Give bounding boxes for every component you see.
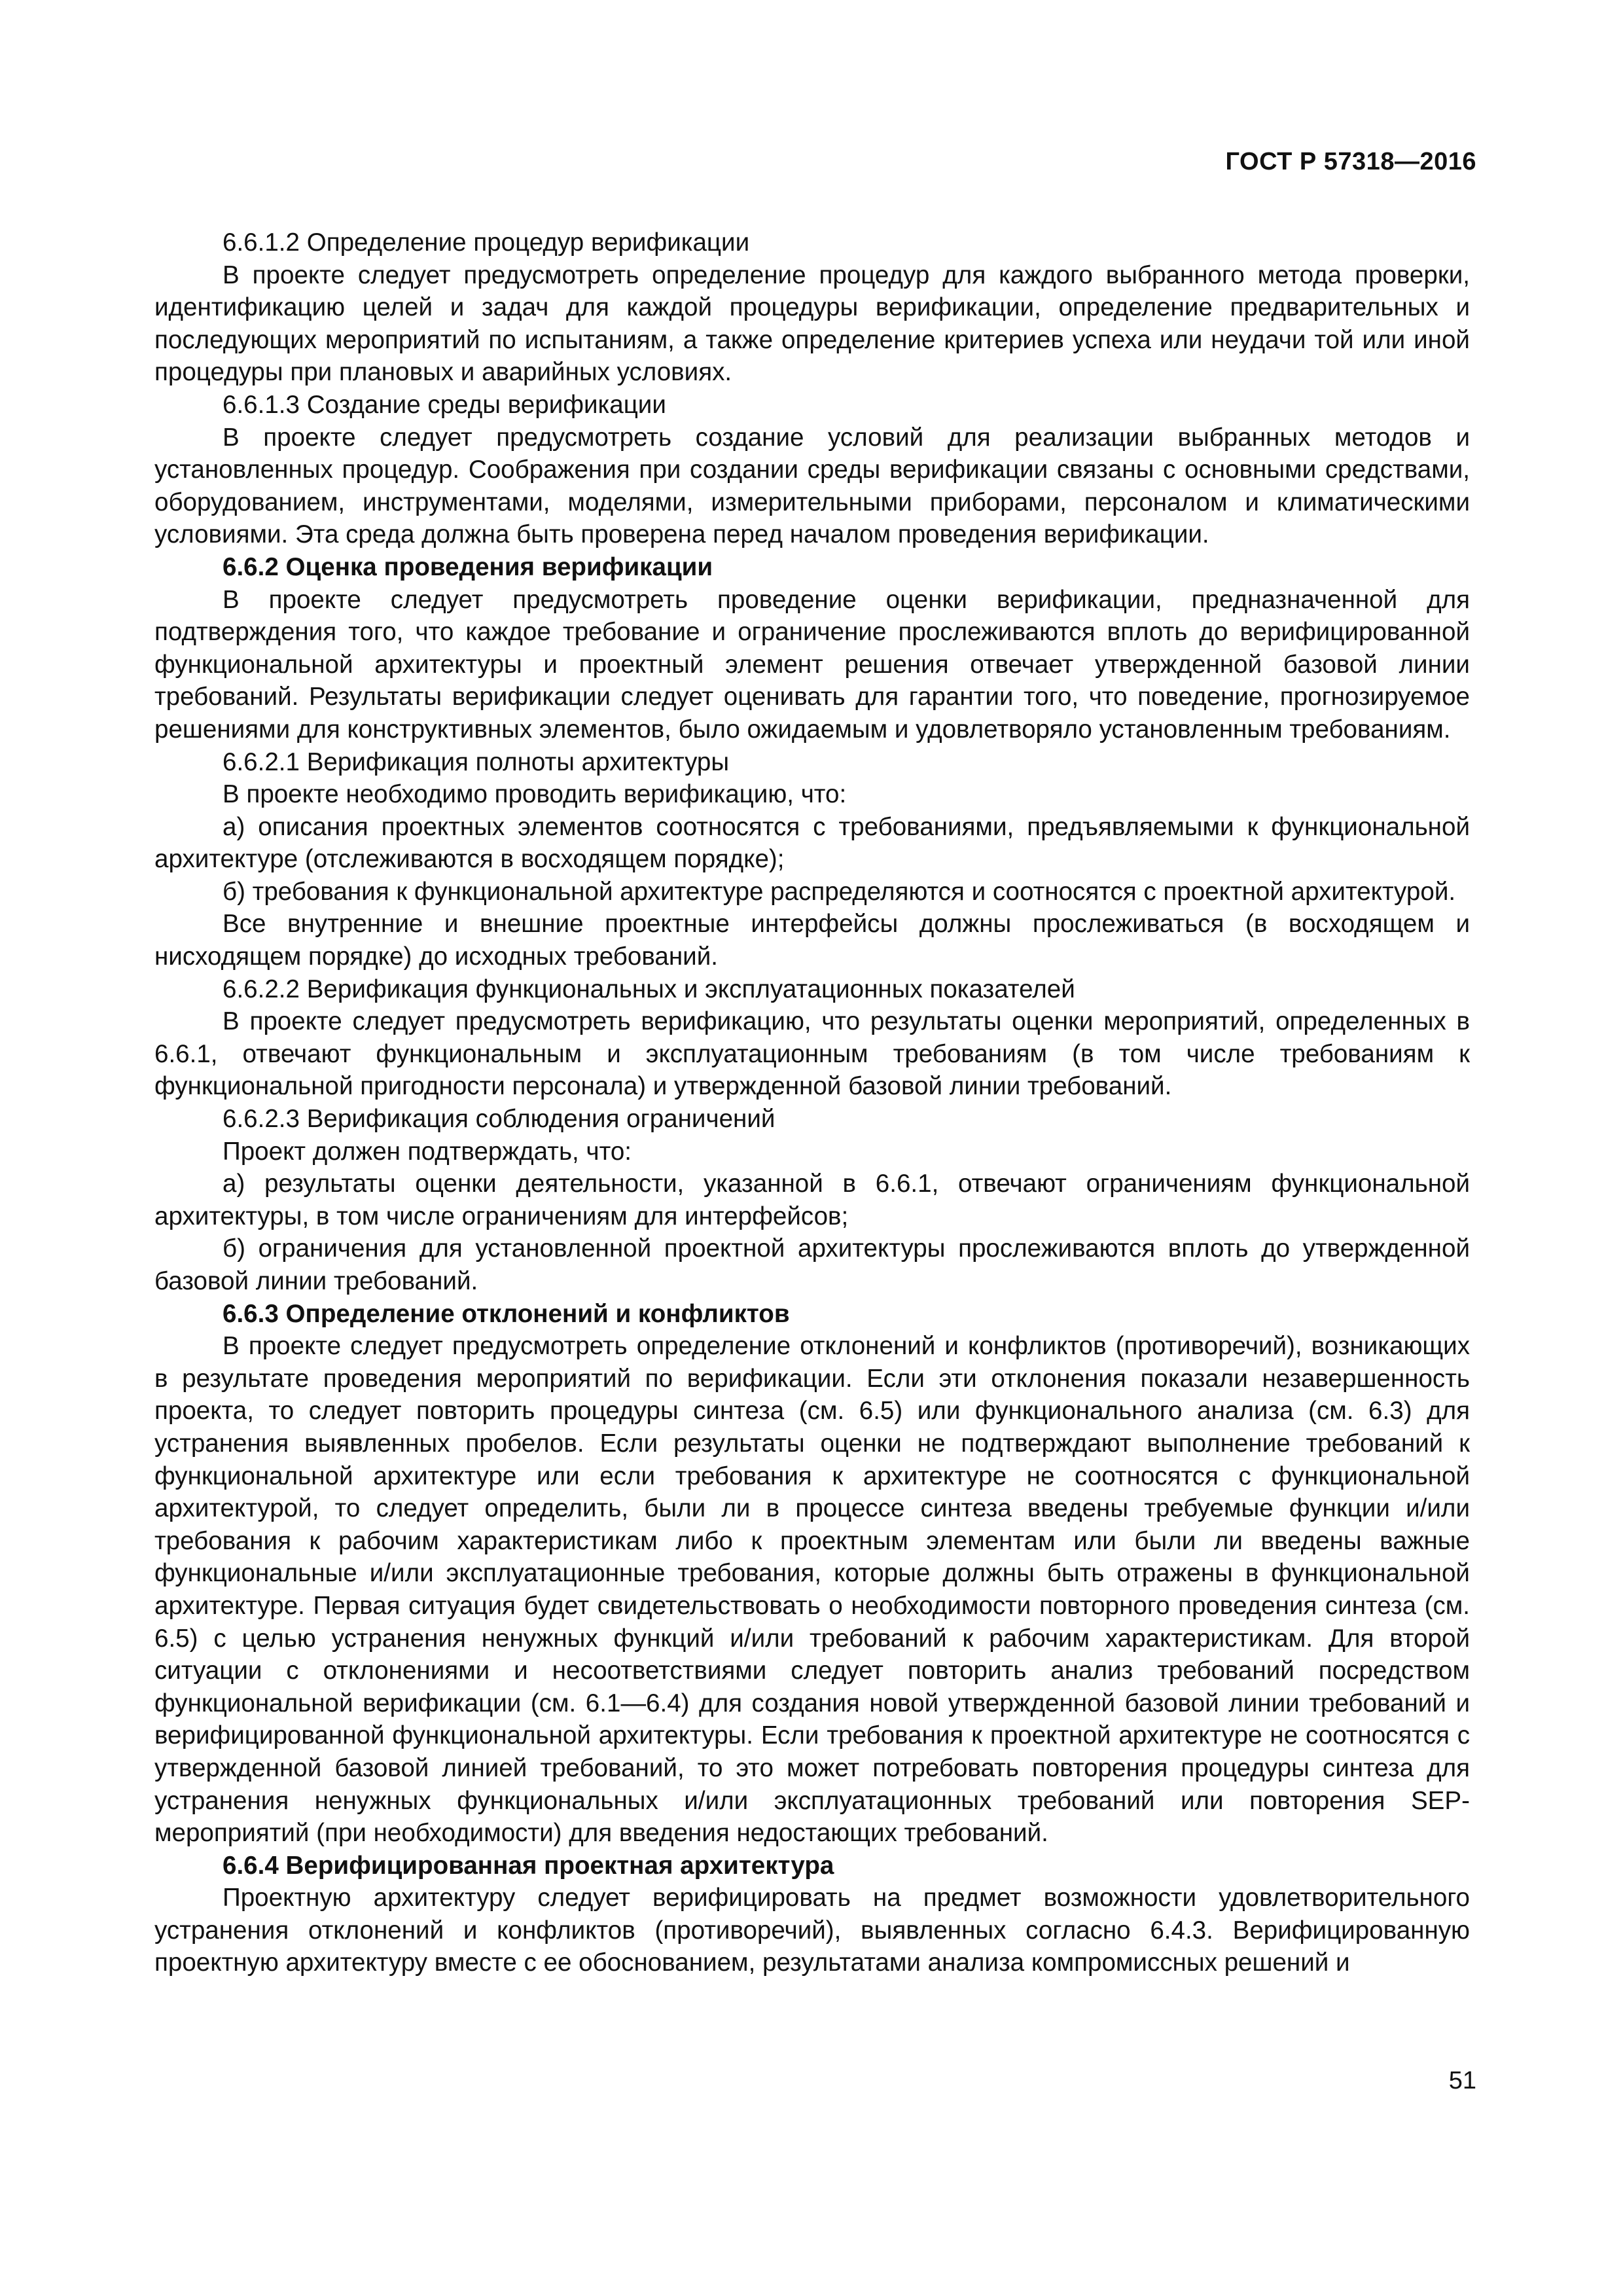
page-number: 51 (1448, 2067, 1476, 2094)
paragraph: б) требования к функциональной архитектуре распределяются и соотносятся с проектной архитектурой. (223, 877, 1456, 906)
paragraph: В проекте следует предусмотреть создание условий для реализации выбранных методов и установленных процедур. Соображения при создании среды верификации связаны с основными средствами, оборудованием, инструментами, моделями, измерительными приборами, персоналом и климатическими условиями. Эта среда должна быть проверена перед началом проведения верификации. (154, 423, 1470, 549)
paragraph: Все внутренние и внешние проектные интерфейсы должны прослеживаться (в восходящем и нисходящем порядке) до исходных требований. (154, 910, 1470, 971)
document-body (154, 226, 1470, 1979)
paragraph: 6.6.2.1 Верификация полноты архитектуры (223, 747, 730, 776)
paragraph: В проекте следует предусмотреть верификацию, что результаты оценки мероприятий, определенных в 6.6.1, отвечают функциональным и эксплуатационным требованиям (в том числе требованиям к функциональной пригодности персонала) и утвержденной базовой линии требований. (154, 1007, 1470, 1101)
paragraph: б) ограничения для установленной проектной архитектуры прослеживаются вплоть до утвержденной базовой линии требований. (154, 1234, 1470, 1295)
paragraph: В проекте следует предусмотреть определение процедур для каждого выбранного метода проверки, идентификацию целей и задач для каждой процедуры верификации, определение предварительных и последующих мероприятий по испытаниям, а также определение критериев успеха или неудачи той или иной процедуры при плановых и аварийных условиях. (154, 260, 1470, 387)
paragraph: Проектную архитектуру следует верифицировать на предмет возможности удовлетворительного устранения отклонений и конфликтов (противоречий), выявленных согласно 6.4.3. Верифицированную проектную архитектуру вместе с ее обоснованием, результатами анализа компромиссных решений и (154, 1884, 1470, 1977)
section-heading: 6.6.3 Определение отклонений и конфликтов (223, 1299, 790, 1328)
paragraph: 6.6.2.2 Верификация функциональных и эксплуатационных показателей (223, 975, 1075, 1003)
paragraph: В проекте следует предусмотреть определение отклонений и конфликтов (противоречий), возникающих в результате проведения мероприятий по верификации. Если эти отклонения показали незавершенность проекта, то следует повторить процедуры синтеза (см. 6.5) или функционального анализа (см. 6.3) для устранения выявленных пробелов. Если результаты оценки не подтверждают выполнение требований к функциональной архитектуре или если требования к архитектуре не соотносятся с функциональной архитектурой, то следует определить, были ли в процессе синтеза введены требуемые функции и/или требования к рабочим характеристикам либо к проектным элементам или были ли введены важные функциональные и/или эксплуатационные требования, которые должны быть отражены в функциональной архитектуре. Первая ситуация будет свидетельствовать о необходимости повторного проведения синтеза (см. 6.5) с целью устранения ненужных функций и/или требований к рабочим характеристикам. Для второй ситуации с отклонениями и несоответствиями следует повторить анализ требований посредством функциональной верификации (см. 6.1—6.4) для создания новой утвержденной базовой линии требований и верифицированной функциональной архитектуры. Если требования к проектной архитектуре не соотносятся с утвержденной базовой линией требований, то это может потребовать повторения процедуры синтеза для устранения ненужных функциональных и/или эксплуатационных требований или повторения SEP-мероприятий (при необходимости) для введения недостающих требований. (154, 1332, 1470, 1848)
section-heading: 6.6.2 Оценка проведения верификации (223, 552, 713, 581)
paragraph: 6.6.2.3 Верификация соблюдения ограничений (223, 1105, 776, 1134)
document-header: ГОСТ Р 57318—2016 (1225, 148, 1476, 175)
paragraph: Проект должен подтверждать, что: (223, 1137, 632, 1166)
paragraph: 6.6.1.2 Определение процедур верификации (223, 228, 750, 257)
paragraph: В проекте следует предусмотреть проведение оценки верификации, предназначенной для подтверждения того, что каждое требование и ограничение прослеживаются вплоть до верифицированной функциональной архитектуры и проектный элемент решения отвечает утвержденной базовой линии требований. Результаты верификации следует оценивать для гарантии того, что поведение, прогнозируемое решениями для конструктивных элементов, было ожидаемым и удовлетворяло установленным требованиям. (154, 585, 1470, 744)
paragraph: 6.6.1.3 Создание среды верификации (223, 390, 666, 419)
paragraph: В проекте необходимо проводить верификацию, что: (223, 780, 847, 809)
section-heading: 6.6.4 Верифицированная проектная архитектура (223, 1851, 834, 1880)
paragraph: а) результаты оценки деятельности, указанной в 6.6.1, отвечают ограничениям функциональной архитектуры, в том числе ограничениям для интерфейсов; (154, 1170, 1470, 1230)
paragraph: а) описания проектных элементов соотносятся с требованиями, предъявляемыми к функциональной архитектуре (отслеживаются в восходящем порядке); (154, 812, 1470, 874)
